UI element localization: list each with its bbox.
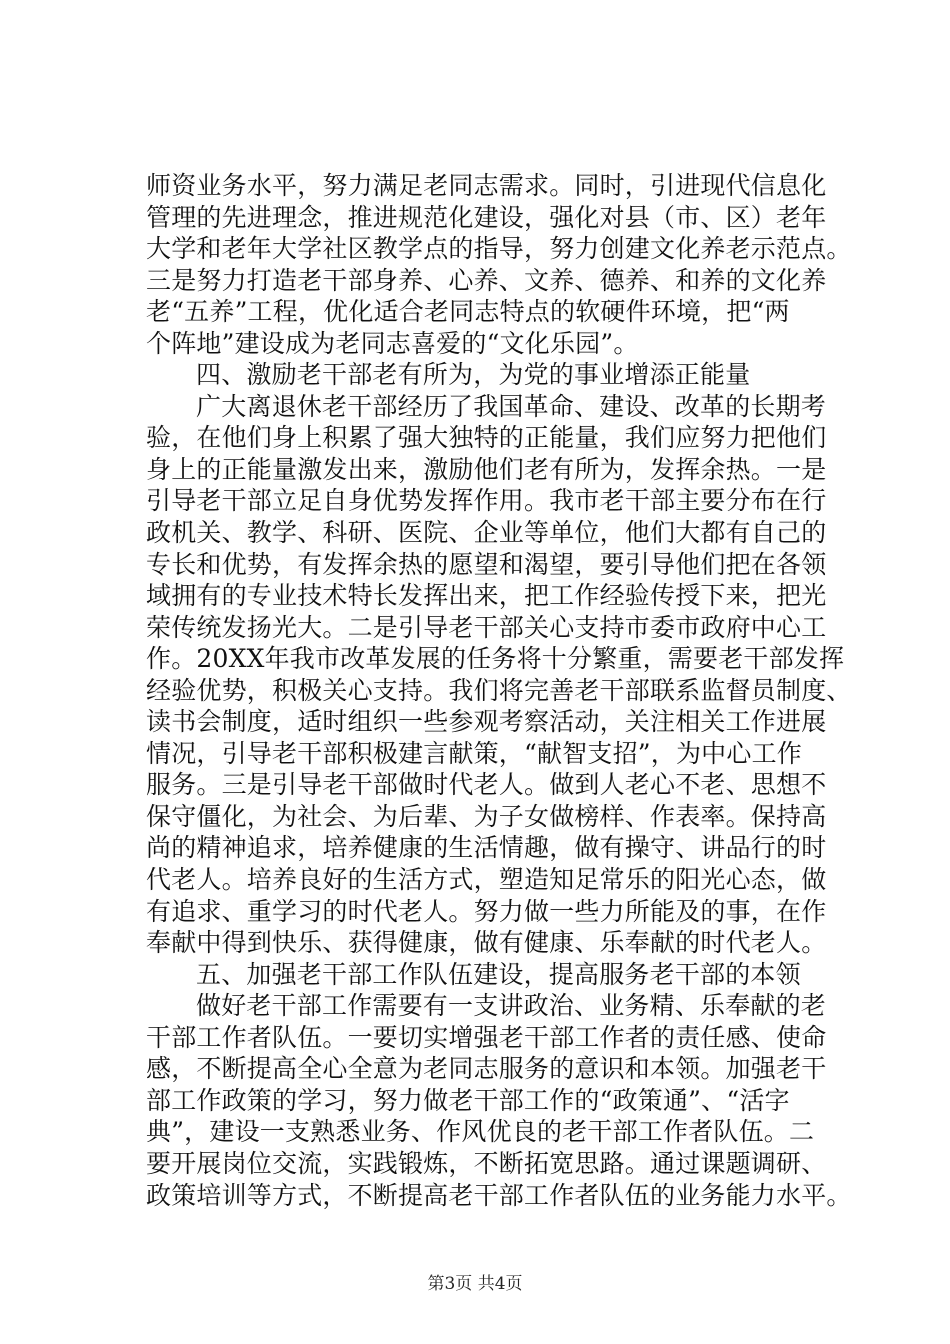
paragraph-start: 做好老干部工作需要有一支讲政治、业务精、乐奉献的老: [196, 991, 827, 1021]
text-line: 管理的先进理念，推进规范化建设，强化对县（市、区）老年: [146, 202, 827, 232]
text-line: 代老人。培养良好的生活方式，塑造知足常乐的阳光心态，做: [146, 865, 827, 895]
text-line: 政策培训等方式，不断提高老干部工作者队伍的业务能力水平。: [146, 1180, 852, 1210]
text-line: 作。20XX年我市改革发展的任务将十分繁重，需要老干部发挥: [146, 644, 845, 674]
text-line: 个阵地”建设成为老同志喜爱的“文化乐园”。: [146, 328, 639, 358]
text-line: 经验优势，积极关心支持。我们将完善老干部联系监督员制度、: [146, 675, 852, 705]
text-line: 干部工作者队伍。一要切实增强老干部工作者的责任感、使命: [146, 1022, 827, 1052]
text-line: 典”，建设一支熟悉业务、作风优良的老干部工作者队伍。二: [146, 1117, 815, 1147]
text-line: 身上的正能量激发出来，激励他们老有所为，发挥余热。一是: [146, 454, 827, 484]
body-text: [146, 170, 860, 1211]
text-line: 感，不断提高全心全意为老同志服务的意识和本领。加强老干: [146, 1054, 827, 1084]
section-heading-4: 四、激励老干部老有所为，为党的事业增添正能量: [196, 360, 751, 390]
text-line: 荣传统发扬光大。二是引导老干部关心支持市委市政府中心工: [146, 612, 827, 642]
text-line: 要开展岗位交流，实践锻炼，不断拓宽思路。通过课题调研、: [146, 1148, 827, 1178]
text-line: 师资业务水平，努力满足老同志需求。同时，引进现代信息化: [146, 171, 827, 200]
text-line: 有追求、重学习的时代老人。努力做一些力所能及的事，在作: [146, 896, 827, 926]
text-line: 验，在他们身上积累了强大独特的正能量，我们应努力把他们: [146, 423, 827, 453]
text-line: 保守僵化，为社会、为后辈、为子女做榜样、作表率。保持高: [146, 801, 827, 831]
paragraph-start: 广大离退休老干部经历了我国革命、建设、改革的长期考: [196, 391, 827, 421]
text-line: 奉献中得到快乐、获得健康，做有健康、乐奉献的时代老人。: [146, 928, 827, 958]
text-line: 大学和老年大学社区教学点的指导，努力创建文化养老示范点。: [146, 234, 852, 264]
page-number-footer: 第3页 共4页: [427, 1274, 523, 1294]
text-line: 情况，引导老干部积极建言献策，“献智支招”，为中心工作: [146, 738, 802, 768]
text-line: 政机关、教学、科研、医院、企业等单位，他们大都有自己的: [146, 518, 827, 548]
text-line: 域拥有的专业技术特长发挥出来，把工作经验传授下来，把光: [146, 581, 827, 611]
text-line: 引导老干部立足自身优势发挥作用。我市老干部主要分布在行: [146, 486, 827, 516]
section-heading-5: 五、加强老干部工作队伍建设，提高服务老干部的本领: [196, 959, 801, 989]
text-line: 专长和优势，有发挥余热的愿望和渴望，要引导他们把在各领: [146, 549, 827, 579]
text-line: 三是努力打造老干部身养、心养、文养、德养、和养的文化养: [146, 265, 827, 295]
text-line: 部工作政策的学习，努力做老干部工作的“政策通”、“活字: [146, 1085, 790, 1115]
text-line: 读书会制度，适时组织一些参观考察活动，关注相关工作进展: [146, 707, 827, 737]
text-line: 服务。三是引导老干部做时代老人。做到人老心不老、思想不: [146, 770, 827, 800]
text-line: 尚的精神追求，培养健康的生活情趣，做有操守、讲品行的时: [146, 833, 827, 863]
text-line: 老“五养”工程，优化适合老同志特点的软硬件环境，把“两: [146, 297, 790, 327]
